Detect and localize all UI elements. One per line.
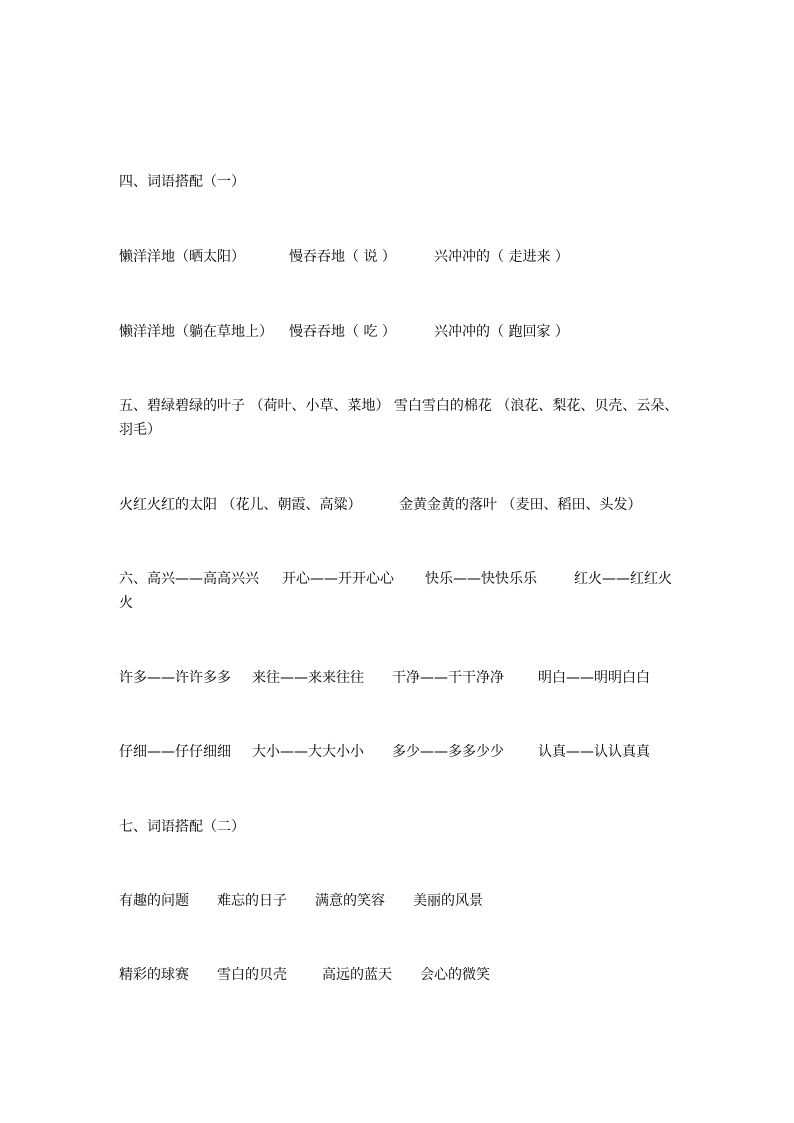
- word-pair: 认真——认认真真: [538, 744, 650, 760]
- word-pair: 明白——明明白白: [538, 670, 650, 686]
- phrase: 火红火红的太阳 （花儿、朝霞、高粱）: [119, 497, 362, 513]
- section-6-row-2: [119, 666, 679, 690]
- word-pair: 干净——干干净净: [392, 670, 504, 686]
- word-pair: 开心——开开心心: [282, 571, 394, 587]
- phrase: 精彩的球赛: [119, 967, 189, 983]
- phrase: 慢吞吞地（ 吃 ）: [289, 324, 396, 340]
- phrase: 懒洋洋地（晒太阳）: [119, 249, 245, 265]
- word-pair: 多少——多多少少: [392, 744, 504, 760]
- section-4-heading: 四、词语搭配（一）: [119, 174, 245, 190]
- section-6-row-1: [119, 567, 679, 591]
- word-pair: 来往——来来往往: [252, 670, 364, 686]
- phrase: 兴冲冲的（ 走进来 ）: [434, 249, 569, 265]
- section-4-row-2: [119, 320, 679, 344]
- phrase: 有趣的问题: [119, 893, 189, 909]
- phrase: 高远的蓝天: [322, 967, 392, 983]
- phrase: 兴冲冲的（ 跑回家 ）: [434, 324, 569, 340]
- phrase: 金黄金黄的落叶 （麦田、稻田、头发）: [399, 497, 642, 513]
- phrase: 会心的微笑: [420, 967, 490, 983]
- phrase: 懒洋洋地（躺在草地上）: [119, 324, 273, 340]
- phrase: 美丽的风景: [413, 893, 483, 909]
- phrase: 雪白的贝壳: [217, 967, 287, 983]
- section-6-row-3: [119, 740, 679, 764]
- word-pair: 许多——许许多多: [119, 670, 231, 686]
- section-4-row-1: [119, 245, 679, 269]
- word-pair: 仔细——仔仔细细: [119, 744, 231, 760]
- phrase: 满意的笑容: [315, 893, 385, 909]
- word-pair: 快乐——快快乐乐: [425, 571, 537, 587]
- phrase: 慢吞吞地（ 说 ）: [289, 249, 396, 265]
- word-pair: 红火——红红火: [574, 571, 672, 587]
- section-5-row-2: [119, 493, 679, 517]
- section-7-row-2: [119, 963, 679, 987]
- word-pair: 六、高兴——高高兴兴: [119, 571, 259, 587]
- section-7-heading: 七、词语搭配（二）: [119, 819, 245, 835]
- section-6-row-1-wrap: 火: [119, 595, 133, 611]
- phrase: 难忘的日子: [217, 893, 287, 909]
- section-5-line-2: 羽毛）: [119, 422, 161, 438]
- section-5-line-1: 五、碧绿碧绿的叶子 （荷叶、小草、菜地） 雪白雪白的棉花 （浪花、梨花、贝壳、云朵、: [119, 398, 679, 414]
- word-pair: 大小——大大小小: [252, 744, 364, 760]
- section-7-row-1: [119, 889, 679, 913]
